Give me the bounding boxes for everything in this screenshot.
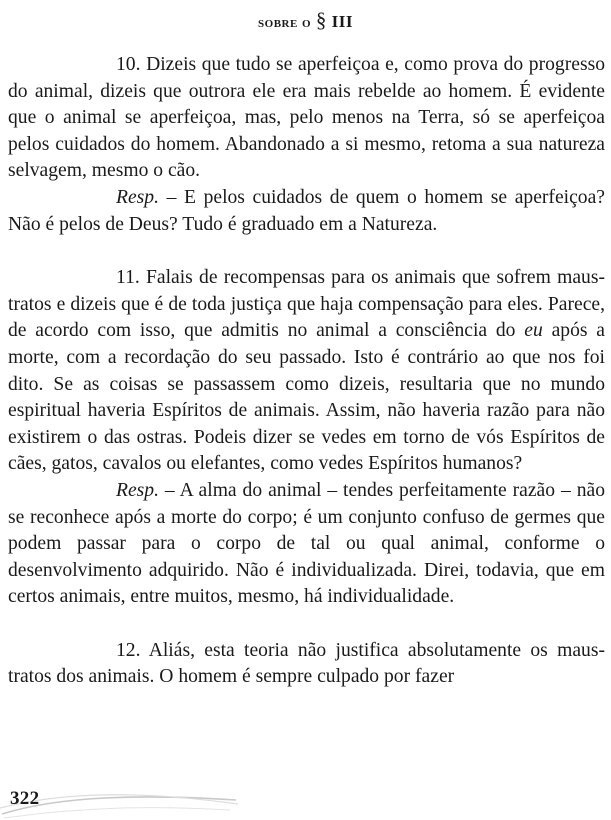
paragraph-11-italic-term: eu bbox=[524, 320, 543, 342]
paragraph-11 bbox=[8, 265, 605, 478]
paragraph-10 bbox=[8, 52, 605, 185]
running-header bbox=[0, 8, 611, 33]
paragraph-12-text: 12. Aliás, esta teoria não justifica absolutamente os maus-tratos dos animais. O homem é sempre culpado por fazer bbox=[8, 639, 605, 688]
response-label: Resp. bbox=[116, 186, 159, 208]
response-label: Resp. bbox=[116, 479, 159, 501]
page-body bbox=[8, 52, 605, 691]
paragraph-11-response-text: – A alma do animal – tendes perfeitamente razão – não se reconhece após a morte do corpo; é um conjunto confuso de germes que podem passar para o corpo de tal ou qual animal, conforme o desenvolvimento adquirido. Não é individualizada. Direi, todavia, que em certos animais, entre muitos, mesmo, há individualidade. bbox=[8, 479, 605, 608]
paragraph-10-response bbox=[8, 185, 605, 238]
paragraph-10-text: 10. Dizeis que tudo se aperfeiçoa e, como prova do progresso do animal, dizeis que outrora ele era mais rebelde ao homem. É evidente que o animal se aperfeiçoa, mas, pelo menos na Terra, só se aperfeiçoa pelos cuidados do homem. Abandonado a si mesmo, retoma a sua natureza selvagem, mesmo o cão. bbox=[8, 54, 605, 182]
paragraph-11-text-a: 11. Falais de recompensas para os animais que sofrem maus-tratos e dizeis que é de toda justiça que haja compensação para eles. Parece, de acordo com isso, que admitis no animal a consciência do bbox=[8, 267, 605, 342]
paragraph-10-response-text: – E pelos cuidados de quem o homem se aperfeiçoa? Não é pelos de Deus? Tudo é graduado em a Natureza. bbox=[8, 186, 605, 235]
page-number: 322 bbox=[10, 788, 40, 809]
paragraph-11-text-b: após a morte, com a recordação do seu passado. Isto é contrário ao que nos foi dito. Se as coisas se passassem como dizeis, resultaria que no mundo espiritual haveria Espíritos de animais. Assim, não haveria razão para não existirem o das ostras. Podeis dizer se vedes em torno de vós Espíritos de cães, gatos, cavalos ou elefantes, como vedes Espíritos humanos? bbox=[8, 320, 605, 475]
paragraph-11-response bbox=[8, 478, 605, 611]
section-symbol: § bbox=[315, 8, 327, 32]
header-prefix: sobre o bbox=[258, 15, 312, 31]
header-roman-numeral: III bbox=[331, 12, 353, 31]
paragraph-12 bbox=[8, 638, 605, 691]
